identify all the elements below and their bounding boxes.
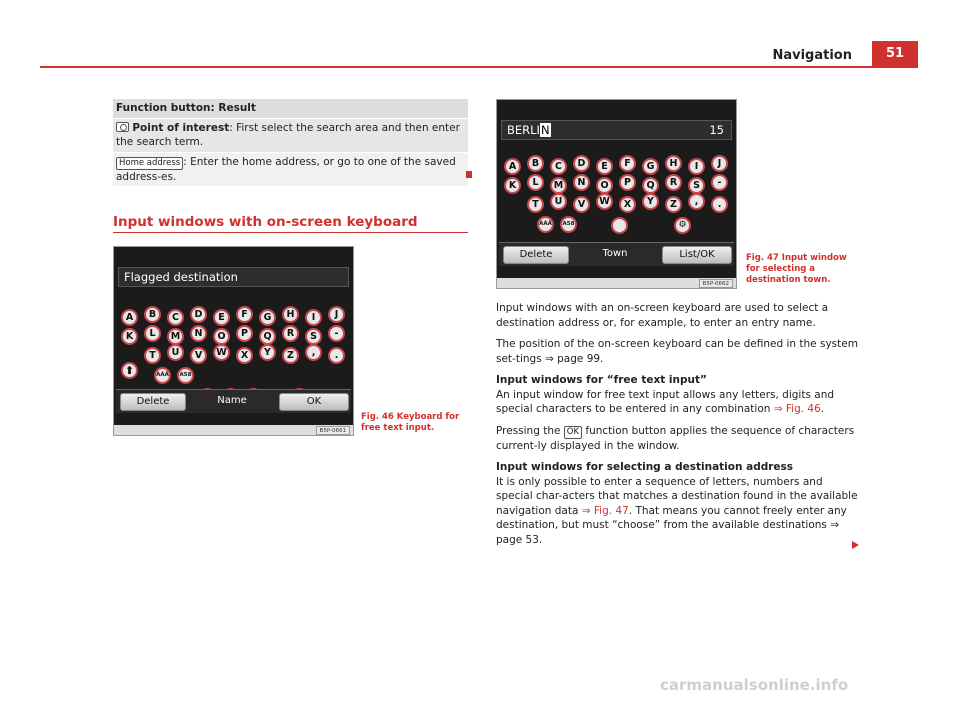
key-r[interactable]: R xyxy=(665,174,682,191)
key-j[interactable]: J xyxy=(711,155,728,172)
key-s[interactable]: S xyxy=(688,177,705,194)
key-a[interactable]: A xyxy=(121,309,138,326)
subheading: Input windows for “free text input” xyxy=(496,374,707,386)
table-row xyxy=(113,118,468,152)
key-x[interactable]: X xyxy=(619,196,636,213)
key-l[interactable]: L xyxy=(527,174,544,191)
key-p[interactable]: P xyxy=(619,174,636,191)
key-b[interactable]: B xyxy=(144,306,161,323)
key-w[interactable]: W xyxy=(596,193,613,210)
list-ok-button[interactable]: List/OK xyxy=(662,246,732,264)
paragraph: An input window for free text input allows any letters, digits and special characters to be entered in any combination ⇒ Fig. 46. xyxy=(496,388,835,415)
special-key-0[interactable]: ÀÁÂ xyxy=(537,216,554,233)
key-c[interactable]: C xyxy=(167,309,184,326)
town-label: Town xyxy=(602,248,628,259)
key-g[interactable]: G xyxy=(642,158,659,175)
key-period[interactable]: . xyxy=(711,196,728,213)
key-x[interactable]: X xyxy=(236,347,253,364)
key-h[interactable]: H xyxy=(282,306,299,323)
key-hyphen[interactable]: - xyxy=(711,174,728,191)
fig47-link[interactable]: ⇒ Fig. 47 xyxy=(581,504,629,517)
text-cursor: N xyxy=(540,123,550,137)
key-d[interactable]: D xyxy=(573,155,590,172)
key-u[interactable]: U xyxy=(167,344,184,361)
home-address-button-label: Home address xyxy=(116,157,183,170)
key-t[interactable]: T xyxy=(144,347,161,364)
key-q[interactable]: Q xyxy=(259,328,276,345)
key-u[interactable]: U xyxy=(550,193,567,210)
table-header: Function button: Result xyxy=(113,99,468,118)
space-key[interactable] xyxy=(611,217,628,234)
key-n[interactable]: N xyxy=(573,174,590,191)
ok-button-label: OK xyxy=(564,426,582,439)
fig47-screen xyxy=(496,99,737,289)
key-period[interactable]: . xyxy=(328,347,345,364)
delete-button[interactable]: Delete xyxy=(120,393,186,411)
fig46-screen xyxy=(113,246,354,436)
key-n[interactable]: N xyxy=(190,325,207,342)
function-table xyxy=(113,99,468,186)
key-v[interactable]: V xyxy=(190,347,207,364)
screen-display xyxy=(114,247,353,425)
table-row xyxy=(113,152,468,187)
key-w[interactable]: W xyxy=(213,344,230,361)
figure-code: B5P-0662 xyxy=(699,279,733,288)
key-h[interactable]: H xyxy=(665,155,682,172)
paragraph: Pressing the OK function button applies the sequence of characters current-ly displayed in the window. xyxy=(496,424,855,452)
paragraph: Input windows with an on-screen keyboard are used to select a destination address or, for example, to enter an entry name. xyxy=(496,302,829,329)
paragraph: The position of the on-screen keyboard can be defined in the system set-tings ⇒ page 99. xyxy=(496,338,858,365)
key-o[interactable]: O xyxy=(596,177,613,194)
key-v[interactable]: V xyxy=(573,196,590,213)
keyboard-settings-icon[interactable]: ⚙ xyxy=(674,217,691,234)
key-i[interactable]: I xyxy=(305,309,322,326)
key-k[interactable]: K xyxy=(504,177,521,194)
key-comma[interactable]: , xyxy=(305,344,322,361)
key-a[interactable]: A xyxy=(504,158,521,175)
row-text: : First select the search area and then enter the search term. xyxy=(116,121,460,148)
end-marker xyxy=(466,171,472,178)
page-number: 51 xyxy=(872,41,918,67)
key-f[interactable]: F xyxy=(236,306,253,323)
key-comma[interactable]: , xyxy=(688,193,705,210)
figure-code: B5P-0661 xyxy=(316,426,350,435)
key-y[interactable]: Y xyxy=(259,344,276,361)
screen-display xyxy=(497,100,736,278)
key-f[interactable]: F xyxy=(619,155,636,172)
key-m[interactable]: M xyxy=(550,177,567,194)
key-hyphen[interactable]: - xyxy=(328,325,345,342)
ok-button[interactable]: OK xyxy=(279,393,349,411)
key-s[interactable]: S xyxy=(305,328,322,345)
chapter-title: Navigation xyxy=(772,48,852,63)
key-r[interactable]: R xyxy=(282,325,299,342)
fig46-link[interactable]: ⇒ Fig. 46 xyxy=(773,403,821,415)
key-m[interactable]: M xyxy=(167,328,184,345)
key-e[interactable]: E xyxy=(596,158,613,175)
key-t[interactable]: T xyxy=(527,196,544,213)
key-b[interactable]: B xyxy=(527,155,544,172)
subheading: Input windows for selecting a destination address xyxy=(496,461,794,473)
key-z[interactable]: Z xyxy=(665,196,682,213)
fig47-caption: Fig. 47 Input window for selecting a destination town. xyxy=(746,253,847,285)
button-bar xyxy=(499,242,734,266)
key-k[interactable]: K xyxy=(121,328,138,345)
fig46-caption: Fig. 46 Keyboard for free text input. xyxy=(361,412,460,433)
row-label: Point of interest xyxy=(132,121,230,134)
button-bar xyxy=(116,389,351,413)
section-title: Input windows with on-screen keyboard xyxy=(113,214,418,230)
key-g[interactable]: G xyxy=(259,309,276,326)
paragraph: It is only possible to enter a sequence of letters, numbers and special char-acters that matches a destination found in the available navigation data ⇒ Fig. 47. That means you cannot freely enter any destination, but must “choose” from the available destinations ⇒ page 53. xyxy=(496,475,858,546)
continue-arrow-icon xyxy=(852,541,859,549)
special-key-1[interactable]: A58 xyxy=(560,216,577,233)
key-o[interactable]: O xyxy=(213,328,230,345)
key-z[interactable]: Z xyxy=(282,347,299,364)
special-key-1[interactable]: A58 xyxy=(177,367,194,384)
delete-button[interactable]: Delete xyxy=(503,246,569,264)
key-c[interactable]: C xyxy=(550,158,567,175)
key-i[interactable]: I xyxy=(688,158,705,175)
watermark: carmanualsonline.info xyxy=(660,676,849,694)
key-d[interactable]: D xyxy=(190,306,207,323)
section-rule xyxy=(113,232,468,233)
result-count: 15 xyxy=(709,123,724,137)
poi-icon xyxy=(116,122,129,132)
text-input-field[interactable]: Flagged destination xyxy=(118,267,349,287)
destination-input-field[interactable]: BERLIN 15 xyxy=(501,120,732,140)
special-key-0[interactable]: ÀÁÂ xyxy=(154,367,171,384)
key-y[interactable]: Y xyxy=(642,193,659,210)
key-e[interactable]: E xyxy=(213,309,230,326)
key-l[interactable]: L xyxy=(144,325,161,342)
body-text xyxy=(496,301,862,554)
name-label: Name xyxy=(217,395,247,406)
shift-arrow-icon[interactable]: ⬆ xyxy=(121,362,138,379)
header-rule xyxy=(40,66,918,68)
key-j[interactable]: J xyxy=(328,306,345,323)
key-q[interactable]: Q xyxy=(642,177,659,194)
row-text: : Enter the home address, or go to one of the saved address-es. xyxy=(116,155,456,183)
key-p[interactable]: P xyxy=(236,325,253,342)
